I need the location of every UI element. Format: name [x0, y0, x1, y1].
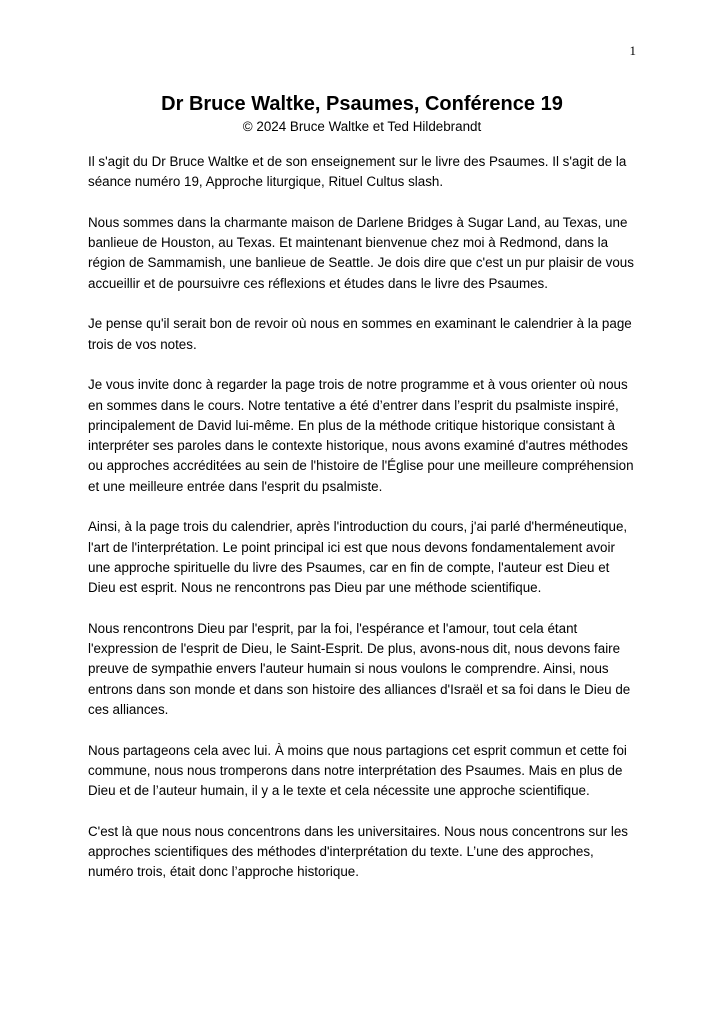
- paragraph: Nous rencontrons Dieu par l'esprit, par la foi, l'espérance et l'amour, tout cela étant l'expression de l'esprit de Dieu, le Saint-Esprit. De plus, avons-nous dit, nous devons faire preuve de sympathie envers l'auteur humain si nous voulons le comprendre. Ainsi, nous entrons dans son monde et dans son histoire des alliances d'Israël et sa foi dans le Dieu de ces alliances.: [88, 620, 631, 718]
- document-title: Dr Bruce Waltke, Psaumes, Conférence 19: [161, 93, 563, 115]
- paragraph: Ainsi, à la page trois du calendrier, après l'introduction du cours, j'ai parlé d'herméneutique, l'art de l'interprétation. Le point principal ici est que nous devons fondamentalement avoir une approche spirituelle du livre des Psaumes, car en fin de compte, l'auteur est Dieu et Dieu est esprit. Nous ne rencontrons pas Dieu par une méthode scientifique.: [88, 519, 628, 596]
- page-number: 1: [629, 43, 636, 58]
- paragraph: Nous sommes dans la charmante maison de Darlene Bridges à Sugar Land, au Texas, une banlieue de Houston, au Texas. Et maintenant bienvenue chez moi à Redmond, dans la région de Sammamish, une banlieue de Seattle. Je dois dire que c'est un pur plaisir de vous accueillir et de poursuivre ces réflexions et études dans le livre des Psaumes.: [88, 214, 634, 291]
- paragraph: C'est là que nous nous concentrons dans les universitaires. Nous nous concentrons sur les approches scientifiques des méthodes d'interprétation du texte. L’une des approches, numéro trois, était donc l’approche historique.: [88, 823, 628, 880]
- paragraph: Je pense qu'il serait bon de revoir où nous en sommes en examinant le calendrier à la page trois de vos notes.: [88, 316, 632, 352]
- document-body: [88, 152, 640, 903]
- copyright-line: © 2024 Bruce Waltke et Ted Hildebrandt: [242, 119, 482, 134]
- document-header: [0, 91, 724, 136]
- paragraph: Nous partageons cela avec lui. À moins que nous partagions cet esprit commun et cette foi commune, nous nous tromperons dans notre interprétation des Psaumes. Mais en plus de Dieu et de l’auteur humain, il y a le texte et cela nécessite une approche scientifique.: [88, 742, 627, 799]
- paragraph: Il s'agit du Dr Bruce Waltke et de son enseignement sur le livre des Psaumes. Il s'agit de la séance numéro 19, Approche liturgique, Rituel Cultus slash.: [88, 154, 627, 190]
- paragraph: Je vous invite donc à regarder la page trois de notre programme et à vous orienter où nous en sommes dans le cours. Notre tentative a été d’entrer dans l’esprit du psalmiste inspiré, principalement de David lui-même. En plus de la méthode critique historique consistant à interpréter ses paroles dans le contexte historique, nous avons examiné d'autres méthodes ou approches accréditées au sein de l'histoire de l'Église pour une meilleure compréhension et une meilleure entrée dans l'esprit du psalmiste.: [88, 377, 634, 494]
